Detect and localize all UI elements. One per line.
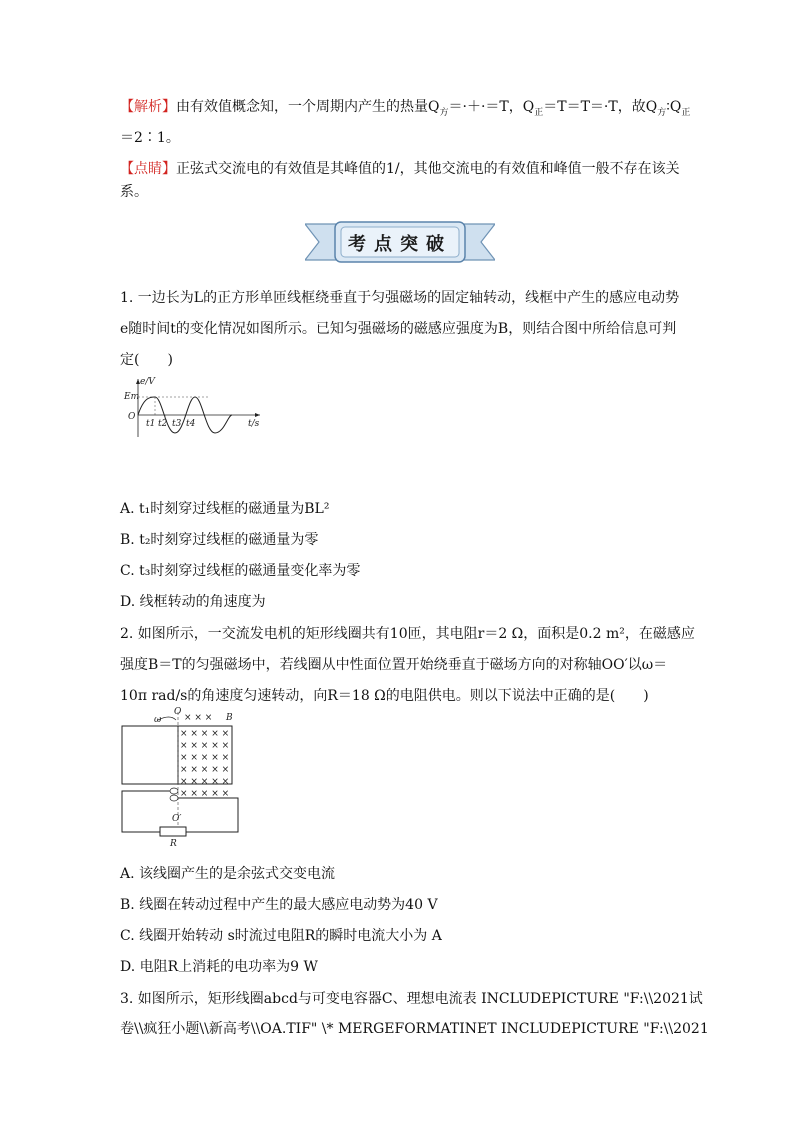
origin-label: O [128, 412, 136, 422]
analysis-text: 由有效值概念知，一个周期内产生的热量Q [176, 99, 440, 115]
slip-ring-icon [170, 788, 178, 794]
q2-line-2: 强度B＝T的匀强磁场中，若线圈从中性面位置开始绕垂直于磁场方向的对称轴OO′以ω＝ [120, 657, 668, 673]
tip-line-2 [120, 182, 148, 202]
omega-label: ω [154, 715, 162, 725]
tip-text: 系。 [120, 184, 148, 200]
analysis-line-1 [120, 97, 690, 123]
q1-line-1: 1. 一边长为L的正方形单匝线框绕垂直于匀强磁场的固定轴转动，线框中产生的感应电动势 [120, 290, 680, 306]
peak-label: Em [124, 392, 140, 402]
y-axis-label: e/V [140, 377, 155, 387]
q3-line-2: 卷\\疯狂小题\\新高考\\OA.TIF" \* MERGEFORMATINET INCLUDEPICTURE "F:\\2021 [120, 1021, 709, 1037]
t2-label: t2 [158, 419, 168, 429]
svg-text:× × × × ×: × × × × × [180, 789, 230, 799]
q1-option-a: A. t₁时刻穿过线框的磁通量为BL² [120, 501, 330, 517]
svg-text:× × × × ×: × × × × × [180, 765, 230, 775]
q1-figure-sine-wave [120, 375, 270, 440]
x-axis-label: t/s [248, 419, 260, 429]
subscript: 正 [534, 107, 544, 118]
q2-figure-generator-circuit [118, 706, 243, 848]
q2-option-b: B. 线圈在转动过程中产生的最大感应电动势为40 V [120, 897, 438, 913]
q1-option-c: C. t₃时刻穿过线框的磁通量变化率为零 [120, 563, 361, 579]
svg-text:× × × × ×: × × × × × [180, 729, 230, 739]
subscript: 方 [657, 107, 667, 118]
O-label: O [174, 707, 182, 717]
t3-label: t3 [172, 419, 182, 429]
analysis-text: ＝T＝T＝·T，故Q [543, 99, 658, 115]
B-label: B [226, 713, 233, 723]
slip-ring-icon [170, 795, 178, 801]
svg-text:× × × × ×: × × × × × [180, 753, 230, 763]
subscript: 方 [439, 107, 449, 118]
svg-text:× × × × ×: × × × × × [180, 741, 230, 751]
q2-line-1: 2. 如图所示，一交流发电机的矩形线圈共有10匝，其电阻r＝2 Ω，面积是0.2 m²，在磁感应 [120, 626, 695, 642]
q3-line-1: 3. 如图所示，矩形线圈abcd与可变电容器C、理想电流表 INCLUDEPICTURE "F:\\2021试 [120, 991, 703, 1007]
R-label: R [170, 839, 177, 848]
analysis-line-2 [120, 128, 180, 148]
resistor-icon [160, 827, 186, 836]
q1-line-3: 定( ) [120, 352, 173, 368]
analysis-tag: 【解析】 [120, 99, 176, 115]
svg-text:× × ×: × × × [184, 713, 213, 723]
t4-label: t4 [186, 419, 196, 429]
tip-line-1 [120, 159, 680, 179]
q1-line-2: e随时间t的变化情况如图所示。已知匀强磁场的磁感应强度为B，则结合图中所给信息可判 [120, 321, 677, 337]
analysis-text: ＝·＋·＝T，Q [448, 99, 535, 115]
q2-option-a: A. 该线圈产生的是余弦式交变电流 [120, 866, 336, 882]
tip-tag: 【点睛】 [120, 161, 176, 177]
banner-label: 考点突破 [348, 234, 452, 255]
O-prime-label: O′ [172, 814, 182, 824]
q2-option-c: C. 线圈开始转动 s时流过电阻R的瞬时电流大小为 A [120, 928, 442, 944]
analysis-text: ＝2∶1。 [120, 130, 180, 146]
q2-option-d: D. 电阻R上消耗的电功率为9 W [120, 959, 318, 975]
t1-label: t1 [146, 419, 156, 429]
analysis-text: ∶Q [666, 99, 682, 115]
tip-text: 正弦式交流电的有效值是其峰值的1/，其他交流电的有效值和峰值一般不存在该关 [176, 161, 680, 177]
q1-option-b: B. t₂时刻穿过线框的磁通量为零 [120, 532, 319, 548]
x-axis-arrow [255, 413, 260, 417]
svg-text:× × × × ×: × × × × × [180, 777, 230, 787]
q1-option-d: D. 线框转动的角速度为 [120, 594, 266, 610]
q2-line-3: 10π rad/s的角速度匀速转动，向R＝18 Ω的电阻供电。则以下说法中正确的是( ) [120, 688, 649, 704]
subscript: 正 [681, 107, 691, 118]
coil-left-frame [122, 726, 178, 784]
